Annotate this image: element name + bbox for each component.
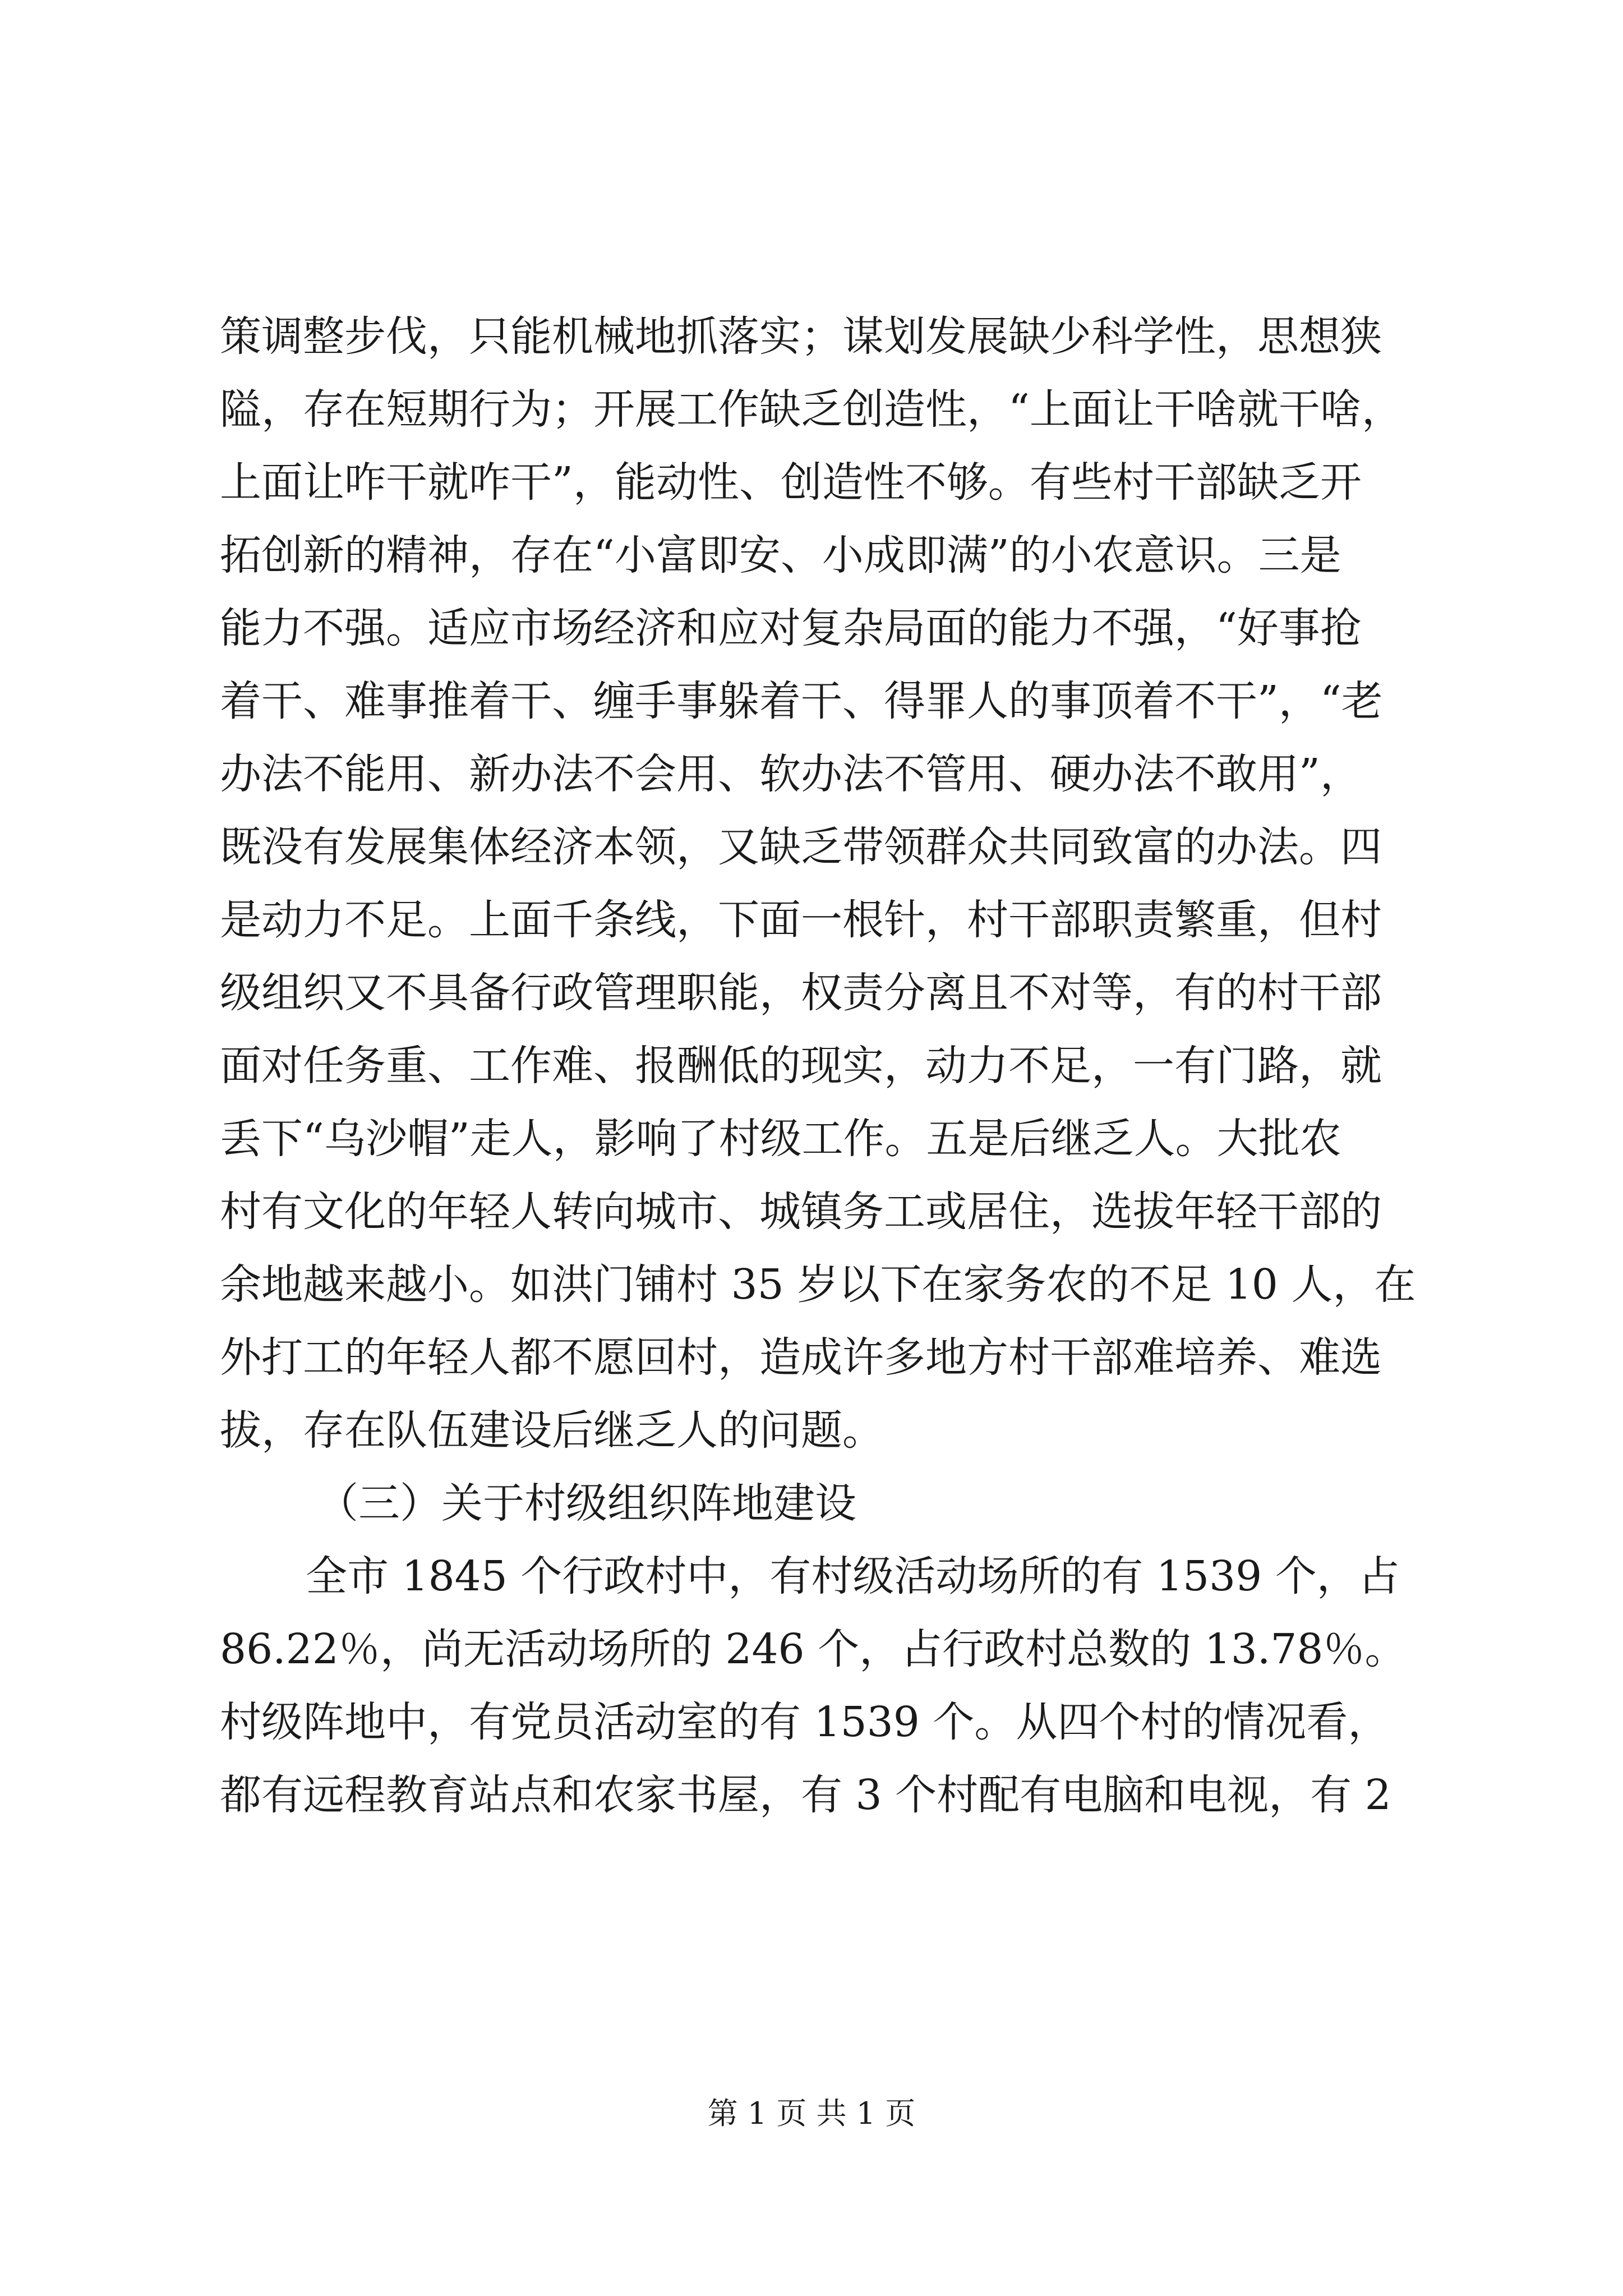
text-line: 村级阵地中，有党员活动室的有 1539 个。从四个村的情况看， <box>220 1698 1390 1746</box>
text-line: 余地越来越小。如洪门铺村 35 岁以下在家务农的不足 10 人，在 <box>220 1260 1416 1309</box>
text-line: 面对任务重、工作难、报酬低的现实，动力不足，一有门路，就 <box>220 1042 1382 1090</box>
text-line: 上面让咋干就咋干”，能动性、创造性不够。有些村干部缺乏开 <box>220 458 1362 507</box>
text-line: 都有远程教育站点和农家书屋，有 3 个村配有电脑和电视，有 2 <box>220 1771 1391 1819</box>
text-line: 策调整步伐，只能机械地抓落实；谋划发展缺少科学性，思想狭 <box>220 312 1382 361</box>
text-line: 拔，存在队伍建设后继乏人的问题。 <box>220 1406 884 1455</box>
text-line: 着干、难事推着干、缠手事躲着干、得罪人的事顶着不干”，“老 <box>220 677 1383 725</box>
text-line: 是动力不足。上面千条线，下面一根针，村干部职责繁重，但村 <box>220 896 1382 944</box>
text-line: 能力不强。适应市场经济和应对复杂局面的能力不强，“好事抢 <box>220 604 1362 652</box>
text-line: 级组织又不具备行政管理职能，权责分离且不对等，有的村干部 <box>220 969 1382 1017</box>
text-line: 全市 1845 个行政村中，有村级活动场所的有 1539 个，占 <box>306 1552 1400 1600</box>
section-heading: （三）关于村级组织阵地建设 <box>317 1479 856 1527</box>
text-line: 外打工的年轻人都不愿回村，造成许多地方村干部难培养、难选 <box>220 1333 1382 1382</box>
text-line: 既没有发展集体经济本领，又缺乏带领群众共同致富的办法。四 <box>220 823 1382 871</box>
page-footer: 第 1 页 共 1 页 <box>707 2096 916 2131</box>
text-line: 丢下“乌沙帽”走人，影响了村级工作。五是后继乏人。大批农 <box>220 1115 1341 1163</box>
text-line: 隘，存在短期行为；开展工作缺乏创造性，“上面让干啥就干啥， <box>220 385 1403 434</box>
text-line: 村有文化的年轻人转向城市、城镇务工或居住，选拔年轻干部的 <box>220 1188 1382 1236</box>
text-line: 办法不能用、新办法不会用、软办法不管用、硬办法不敢用”， <box>220 750 1362 798</box>
text-line: 86.22％，尚无活动场所的 246 个，占行政村总数的 13.78％。 <box>220 1625 1407 1673</box>
text-line: 拓创新的精神，存在“小富即安、小成即满”的小农意识。三是 <box>220 531 1341 579</box>
